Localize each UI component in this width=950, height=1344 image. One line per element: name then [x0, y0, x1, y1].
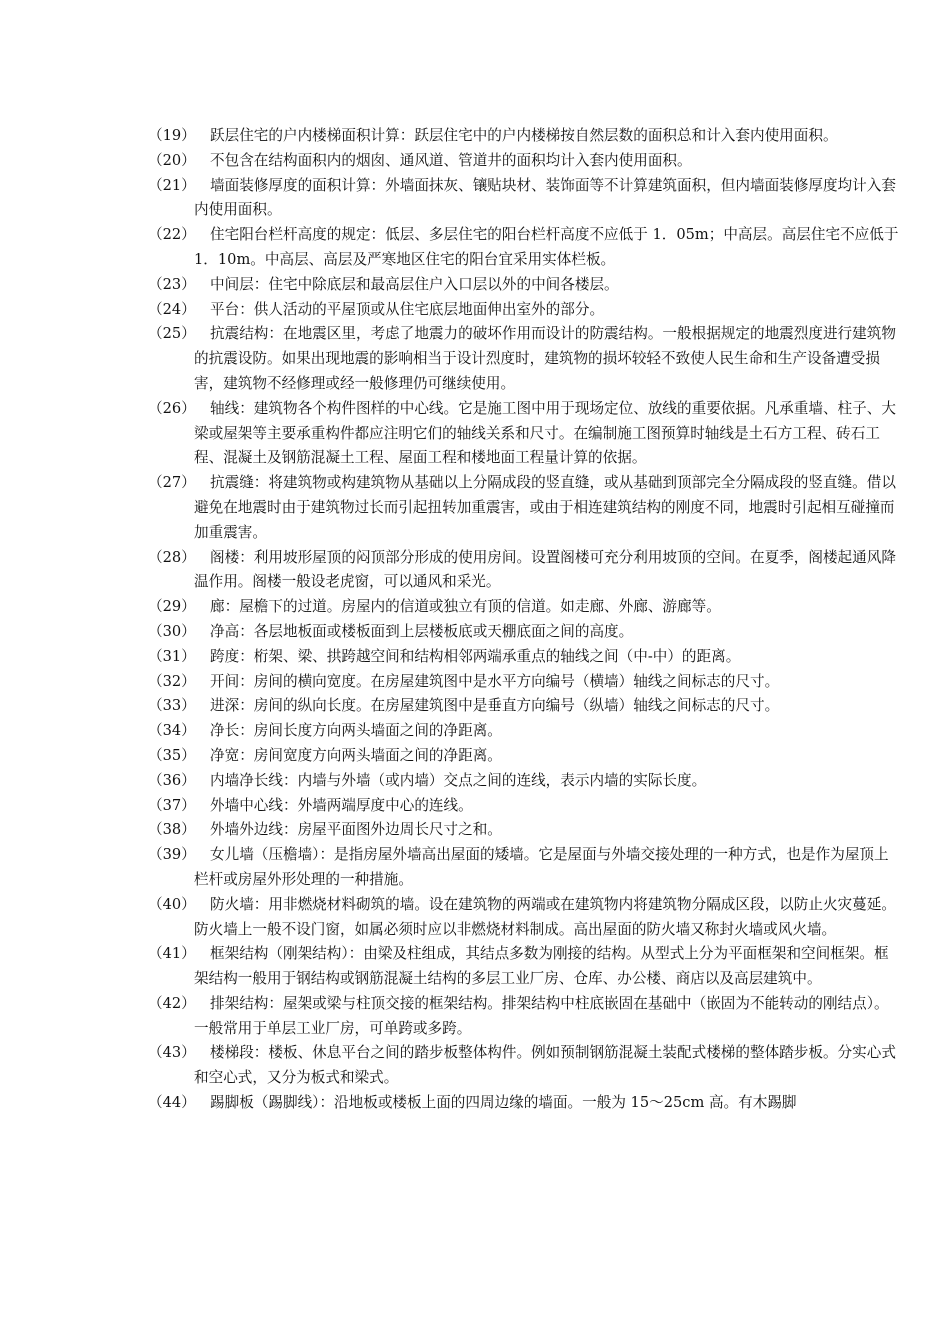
entry-text: 外墙中心线：外墙两端厚度中心的连线。: [210, 796, 473, 814]
entry-text: 防火墙：用非燃烧材料砌筑的墙。设在建筑物的两端或在建筑物内将建筑物分隔成区段，以防止火灾蔓延。防火墙上一般不设门窗，如属必须时应以非燃烧材料制成。高出屋面的防火墙又称封火墙或风火墙。: [194, 895, 896, 938]
entry-text: 楼梯段：楼板、休息平台之间的踏步板整体构件。例如预制钢筋混凝土装配式楼梯的整体踏步板。分实心式和空心式，又分为板式和梁式。: [194, 1044, 896, 1087]
definition-entry: [148, 744, 900, 769]
definition-entry: [148, 992, 900, 1042]
definition-entry: [148, 124, 900, 149]
entry-number: （30）: [148, 622, 196, 640]
definition-entry: [148, 174, 900, 224]
entry-text: 跨度：桁架、梁、拱跨越空间和结构相邻两端承重点的轴线之间（中-中）的距离。: [210, 647, 741, 665]
definition-entry: [148, 149, 900, 174]
entry-number: （38）: [148, 821, 196, 839]
entry-number: （40）: [148, 895, 196, 913]
definition-entry: [148, 546, 900, 596]
entry-number: （39）: [148, 846, 196, 864]
definition-entry: [148, 893, 900, 943]
entry-text: 墙面装修厚度的面积计算：外墙面抹灰、镶贴块材、装饰面等不计算建筑面积，但内墙面装修厚度均计入套内使用面积。: [194, 176, 896, 219]
entry-number: （25）: [148, 325, 196, 343]
entry-text: 不包含在结构面积内的烟囱、通风道、管道井的面积均计入套内使用面积。: [210, 151, 692, 169]
entry-number: （35）: [148, 746, 196, 764]
definition-entry: [148, 794, 900, 819]
entry-number: （21）: [148, 176, 196, 194]
definition-entry: [148, 942, 900, 992]
entry-number: （42）: [148, 994, 196, 1012]
entry-text: 女儿墙（压檐墙）：是指房屋外墙高出屋面的矮墙。它是屋面与外墙交接处理的一种方式，也是作为屋顶上栏杆或房屋外形处理的一种措施。: [194, 846, 889, 888]
definition-entry: [148, 322, 900, 396]
entry-text: 抗震结构：在地震区里，考虑了地震力的破坏作用而设计的防震结构。一般根据规定的地震烈度进行建筑物的抗震设防。如果出现地震的影响相当于设计烈度时，建筑物的损坏较轻不致使人民生命和生产设备遭受损害，建筑物不经修理或经一般修理仍可继续使用。: [194, 325, 896, 392]
entry-number: （22）: [148, 226, 196, 244]
definition-entry: [148, 595, 900, 620]
definition-entry: [148, 670, 900, 695]
definition-entry: [148, 843, 900, 893]
entry-text: 净宽：房间宽度方向两头墙面之间的净距离。: [210, 746, 502, 764]
entry-text: 开间：房间的横向宽度。在房屋建筑图中是水平方向编号（横墙）轴线之间标志的尺寸。: [210, 672, 780, 690]
entry-number: （28）: [148, 548, 196, 566]
entry-number: （43）: [148, 1044, 196, 1062]
entry-number: （23）: [148, 275, 196, 293]
entry-number: （32）: [148, 672, 196, 690]
entry-text: 踢脚板（踢脚线）：沿地板或楼板上面的四周边缘的墙面。一般为 15～25cm 高。有木踢脚: [210, 1094, 797, 1112]
entry-number: （19）: [148, 127, 196, 144]
entry-number: （24）: [148, 300, 196, 318]
entry-number: （36）: [148, 771, 196, 789]
definition-entry: [148, 397, 900, 471]
entry-number: （29）: [148, 598, 196, 616]
definition-entry: [148, 1091, 900, 1116]
entry-text: 内墙净长线：内墙与外墙（或内墙）交点之间的连线，表示内墙的实际长度。: [210, 771, 707, 789]
entry-text: 中间层：住宅中除底层和最高层住户入口层以外的中间各楼层。: [210, 275, 619, 293]
entry-number: （37）: [148, 796, 196, 814]
definition-entry: [148, 620, 900, 645]
entry-text: 廊：屋檐下的过道。房屋内的信道或独立有顶的信道。如走廊、外廊、游廊等。: [210, 598, 721, 616]
entry-number: （26）: [148, 399, 196, 417]
definition-entry: [148, 645, 900, 670]
definition-entry: [148, 694, 900, 719]
definition-entry: [148, 719, 900, 744]
definition-entry: [148, 471, 900, 545]
entry-text: 排架结构：屋架或梁与柱顶交接的框架结构。排架结构中柱底嵌固在基础中（嵌固为不能转动的刚结点）。一般常用于单层工业厂房，可单跨或多跨。: [194, 994, 889, 1037]
entry-number: （44）: [148, 1094, 196, 1112]
entry-text: 净高：各层地板面或楼板面到上层楼板底或天棚底面之间的高度。: [210, 622, 634, 640]
entry-text: 净长：房间长度方向两头墙面之间的净距离。: [210, 722, 502, 740]
entry-number: （41）: [148, 945, 196, 963]
entry-text: 跃层住宅的户内楼梯面积计算：跃层住宅中的户内楼梯按自然层数的面积总和计入套内使用面积。: [210, 127, 838, 144]
entry-text: 住宅阳台栏杆高度的规定：低层、多层住宅的阳台栏杆高度不应低于 1．05m；中高层。高层住宅不应低于 1．10m。中高层、高层及严寒地区住宅的阳台宜采用实体栏板。: [194, 226, 899, 268]
entry-text: 轴线：建筑物各个构件图样的中心线。它是施工图中用于现场定位、放线的重要依据。凡承重墙、柱子、大梁或屋架等主要承重构件都应注明它们的轴线关系和尺寸。在编制施工图预算时轴线是土石方工程、砖石工程、混凝土及钢筋混凝土工程、屋面工程和楼地面工程量计算的依据。: [194, 399, 896, 467]
entry-text: 阁楼：利用坡形屋顶的闷顶部分形成的使用房间。设置阁楼可充分利用坡顶的空间。在夏季，阁楼起通风降温作用。阁楼一般设老虎窗，可以通风和采光。: [194, 548, 896, 591]
entry-number: （33）: [148, 697, 196, 715]
definition-entry: [148, 1041, 900, 1091]
entry-text: 平台：供人活动的平屋顶或从住宅底层地面伸出室外的部分。: [210, 300, 605, 318]
entry-number: （20）: [148, 151, 196, 169]
entry-text: 抗震缝：将建筑物或构建筑物从基础以上分隔成段的竖直缝，或从基础到顶部完全分隔成段的竖直缝。借以避免在地震时由于建筑物过长而引起扭转加重震害，或由于相连建筑结构的刚度不同，地震时引起相互碰撞而加重震害。: [194, 474, 896, 541]
document-body: [148, 124, 900, 1116]
definition-entry: [148, 223, 900, 273]
entry-text: 框架结构（刚架结构）：由梁及柱组成，其结点多数为刚接的结构。从型式上分为平面框架和空间框架。框架结构一般用于钢结构或钢筋混凝土结构的多层工业厂房、仓库、办公楼、商店以及高层建筑中。: [194, 945, 889, 988]
entry-number: （27）: [148, 474, 196, 492]
definition-entry: [148, 769, 900, 794]
entry-number: （34）: [148, 722, 196, 740]
definition-entry: [148, 818, 900, 843]
definition-entry: [148, 298, 900, 323]
definition-entry: [148, 273, 900, 298]
entry-number: （31）: [148, 647, 196, 665]
entry-text: 外墙外边线：房屋平面图外边周长尺寸之和。: [210, 821, 502, 839]
entry-text: 进深：房间的纵向长度。在房屋建筑图中是垂直方向编号（纵墙）轴线之间标志的尺寸。: [210, 697, 780, 715]
